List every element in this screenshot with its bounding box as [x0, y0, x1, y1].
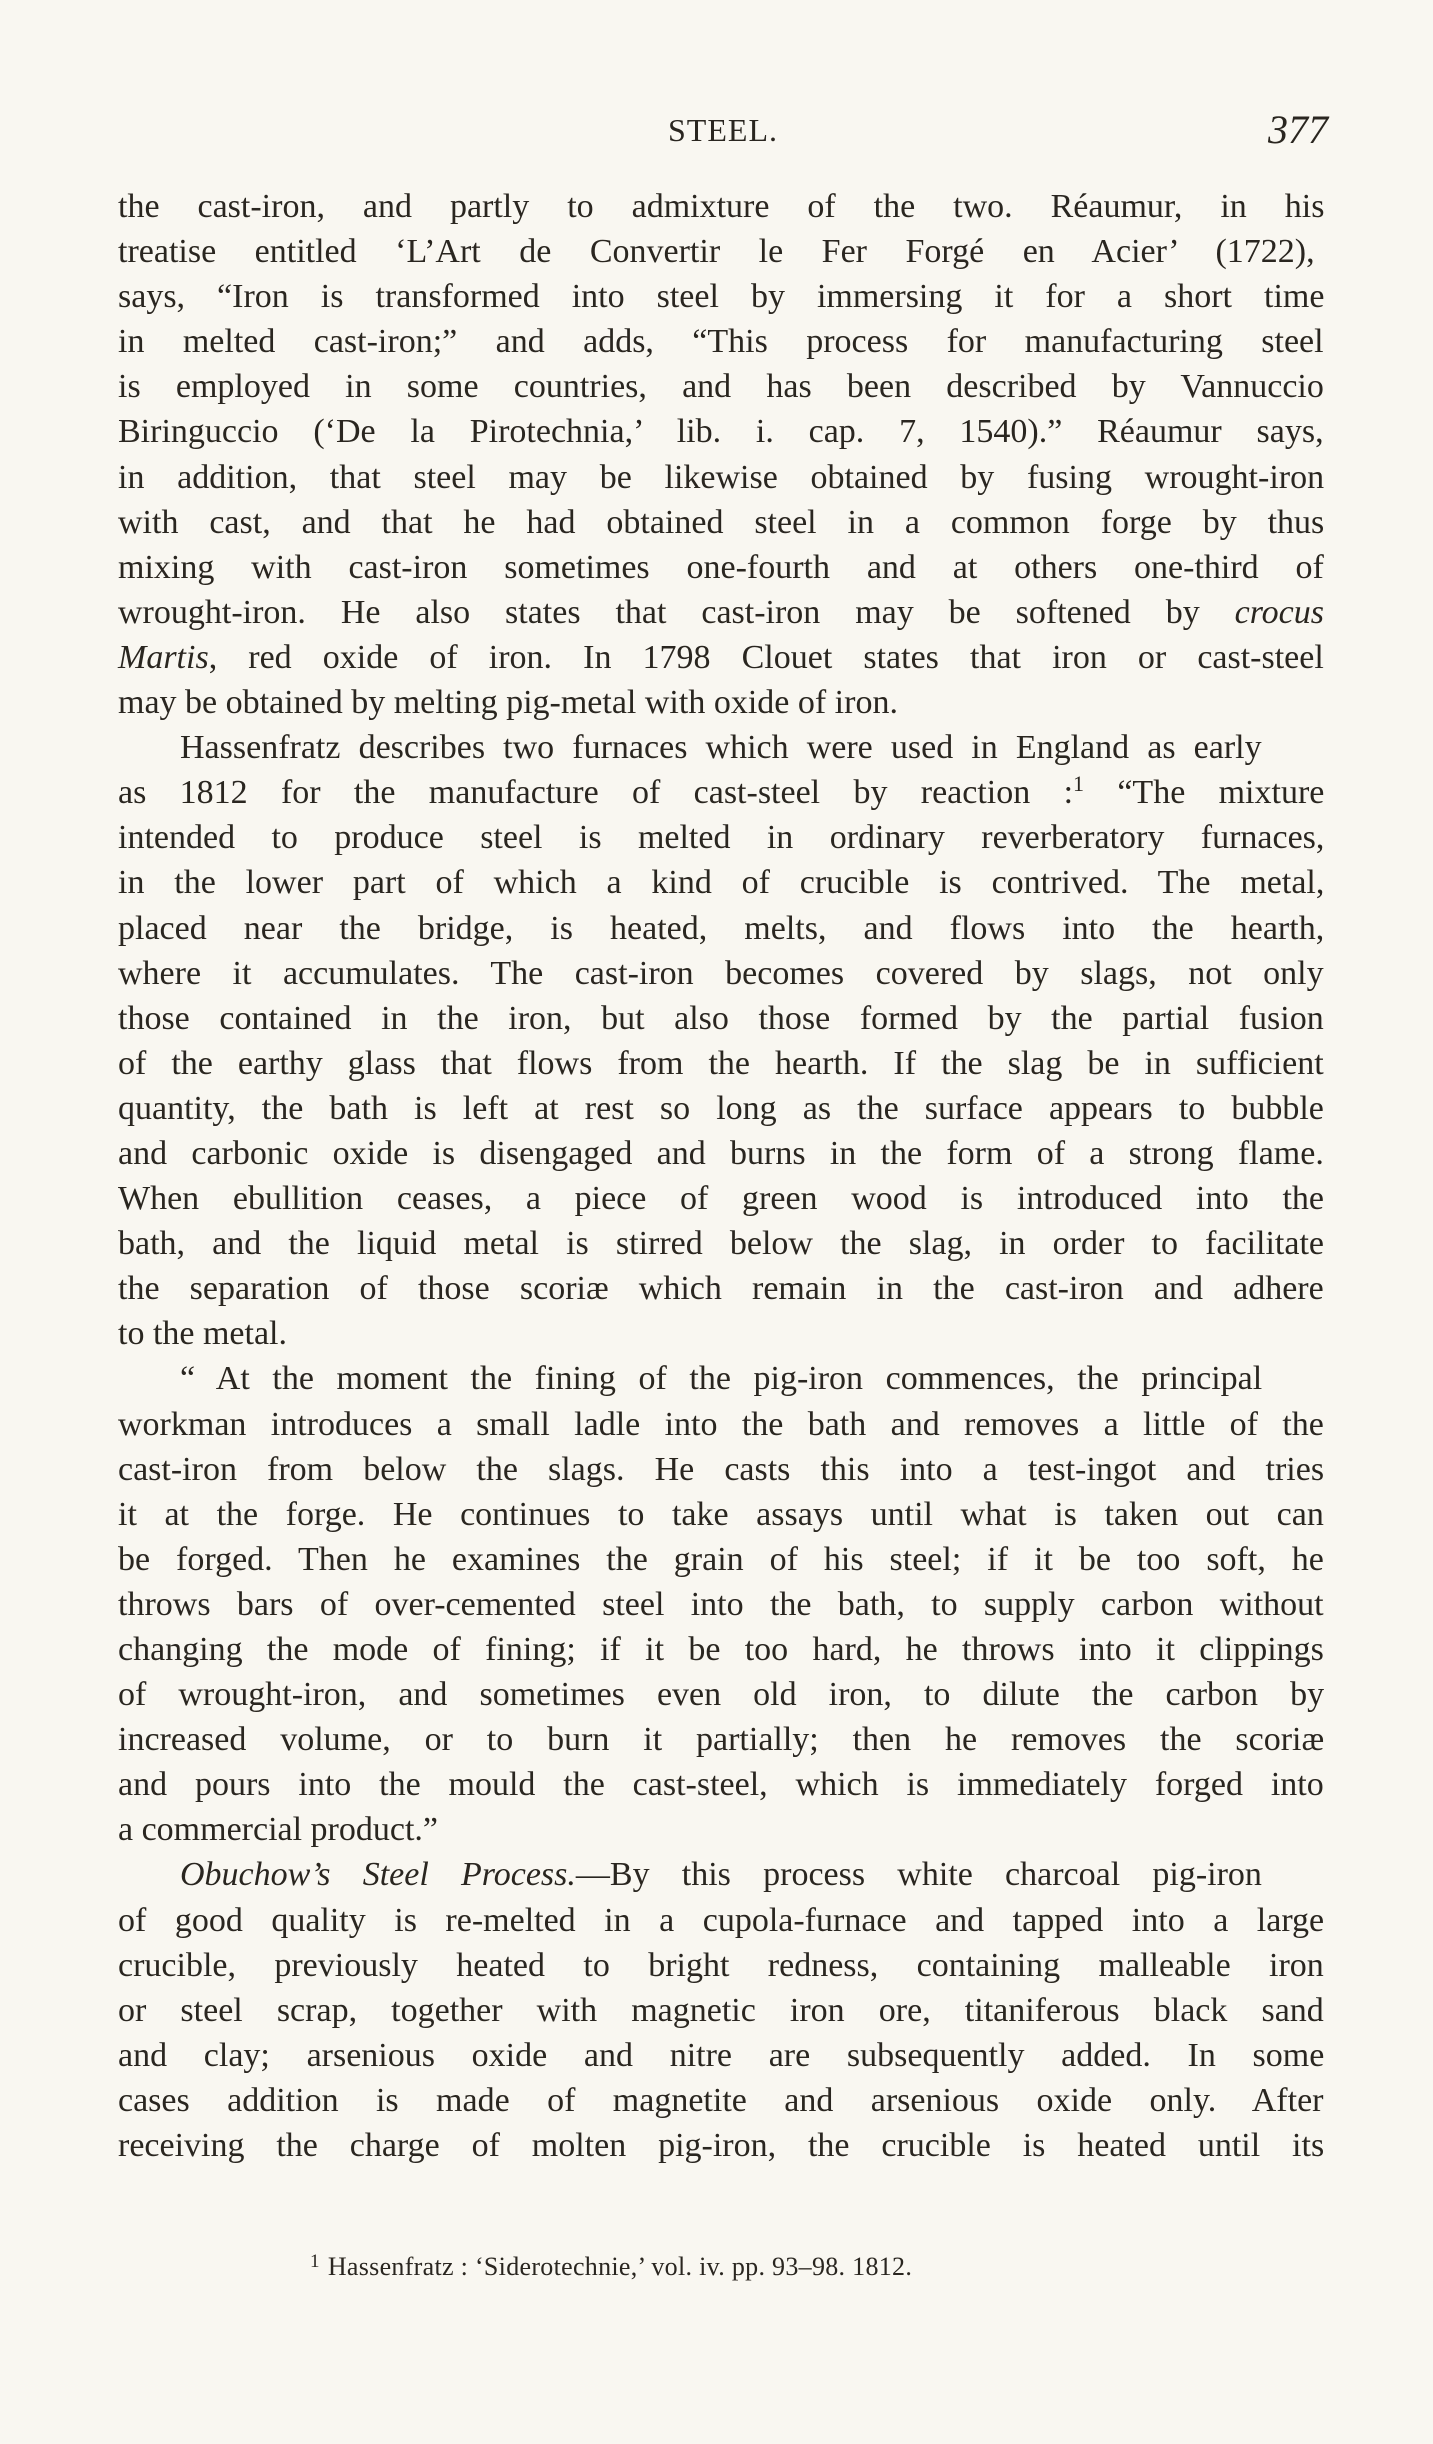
italic-term: crocus: [1234, 593, 1324, 631]
text-line: mixing with cast-iron sometimes one-fourth and at others one-third of: [118, 548, 1324, 586]
text-line: of the earthy glass that flows from the hearth. If the slag be in sufficient: [118, 1044, 1324, 1082]
text-line: to the metal.: [118, 1315, 288, 1353]
text-line: or steel scrap, together with magnetic iron ore, titaniferous black sand: [118, 1991, 1324, 2029]
text-segment: as 1812 for the manufacture of cast-steel by reaction :: [118, 774, 1074, 812]
text-line: with cast, and that he had obtained steel in a common forge by thus: [118, 503, 1325, 541]
text-line: When ebullition ceases, a piece of green wood is introduced into the: [118, 1180, 1325, 1218]
paragraph-start-line: [118, 1852, 1324, 1897]
footnote-marker: 1: [310, 2251, 320, 2272]
text-line: [118, 770, 1324, 815]
text-line: changing the mode of fining; if it be too hard, he throws into it clippings: [118, 1631, 1324, 1668]
paragraph-start-line: “ At the moment the fining of the pig-iron commences, the principal: [180, 1360, 1263, 1398]
text-line: of good quality is re-melted in a cupola-furnace and tapped into a large: [118, 1901, 1325, 1939]
text-line: increased volume, or to burn it partially; then he removes the scoriæ: [118, 1721, 1325, 1759]
text-line: and clay; arsenious oxide and nitre are subsequently added. In some: [118, 2036, 1325, 2074]
text-line: may be obtained by melting pig-metal with oxide of iron.: [118, 684, 898, 722]
text-line: and pours into the mould the cast-steel, which is immediately forged into: [118, 1766, 1324, 1804]
text-line: placed near the bridge, is heated, melts, and flows into the hearth,: [118, 909, 1325, 947]
footnote-text: Hassenfratz : ‘Siderotechnie,’ vol. iv. pp. 93–98. 1812.: [327, 2252, 913, 2281]
text-line: treatise entitled ‘L’Art de Convertir le Fer Forgé en Acier’ (1722),: [118, 233, 1315, 271]
text-segment: wrought-iron. He also states that cast-iron may be softened by: [118, 593, 1235, 631]
text-line: where it accumulates. The cast-iron becomes covered by slags, not only: [118, 954, 1324, 992]
text-line: receiving the charge of molten pig-iron, the crucible is heated until its: [118, 2127, 1325, 2165]
text-line: of wrought-iron, and sometimes even old iron, to dilute the carbon by: [118, 1676, 1325, 1714]
italic-term: Martis: [118, 638, 209, 676]
section-heading: Obuchow’s Steel Process.: [180, 1856, 576, 1894]
text-line: be forged. Then he examines the grain of his steel; if it be too soft, he: [118, 1540, 1324, 1578]
text-line: crucible, previously heated to bright redness, containing malleable iron: [118, 1946, 1324, 1984]
paragraph-start-line: Hassenfratz describes two furnaces which were used in England as early: [180, 729, 1262, 767]
page-number: 377: [1268, 107, 1328, 152]
text-line: throws bars of over-cemented steel into the bath, to supply carbon without: [118, 1585, 1324, 1623]
text-line: and carbonic oxide is disengaged and burns in the form of a strong flame.: [118, 1134, 1324, 1172]
text-line: the cast-iron, and partly to admixture of the two. Réaumur, in his: [118, 188, 1325, 225]
text-line: a commercial product.”: [118, 1811, 439, 1849]
text-line: [118, 590, 1324, 635]
text-line: in melted cast-iron;” and adds, “This process for manufacturing steel: [118, 323, 1324, 361]
body-text: [118, 184, 1324, 2168]
text-line: cast-iron from below the slags. He casts this into a test-ingot and tries: [118, 1450, 1325, 1488]
page-title: STEEL.: [668, 112, 778, 148]
text-segment: —By this process white charcoal pig-iron: [575, 1856, 1262, 1894]
text-line: in the lower part of which a kind of crucible is contrived. The metal,: [118, 864, 1325, 902]
text-line: it at the forge. He continues to take assays until what is taken out can: [118, 1495, 1324, 1533]
text-line: intended to produce steel is melted in ordinary reverberatory furnaces,: [118, 819, 1325, 857]
text-line: the separation of those scoriæ which remain in the cast-iron and adhere: [118, 1270, 1324, 1308]
running-head: [118, 107, 1328, 162]
text-segment: “The mixture: [1084, 774, 1325, 812]
text-line: quantity, the bath is left at rest so long as the surface appears to bubble: [118, 1089, 1324, 1127]
text-line: Biringuccio (‘De la Pirotechnia,’ lib. i. cap. 7, 1540).” Réaumur says,: [118, 413, 1324, 451]
text-line: those contained in the iron, but also those formed by the partial fusion: [118, 999, 1324, 1037]
footnote-reference[interactable]: 1: [1073, 771, 1085, 797]
text-line: in addition, that steel may be likewise obtained by fusing wrought-iron: [118, 458, 1325, 496]
text-line: says, “Iron is transformed into steel by immersing it for a short time: [118, 278, 1325, 316]
text-line: bath, and the liquid metal is stirred below the slag, in order to facilitate: [118, 1225, 1325, 1263]
text-line: is employed in some countries, and has been described by Vannuccio: [118, 368, 1324, 406]
text-line: workman introduces a small ladle into the bath and removes a little of the: [118, 1405, 1324, 1443]
text-segment: , red oxide of iron. In 1798 Clouet states that iron or cast-steel: [208, 638, 1324, 676]
text-line: cases addition is made of magnetite and arsenious oxide only. After: [118, 2081, 1324, 2119]
footnote: [310, 2251, 1210, 2282]
text-line: [118, 635, 1324, 680]
